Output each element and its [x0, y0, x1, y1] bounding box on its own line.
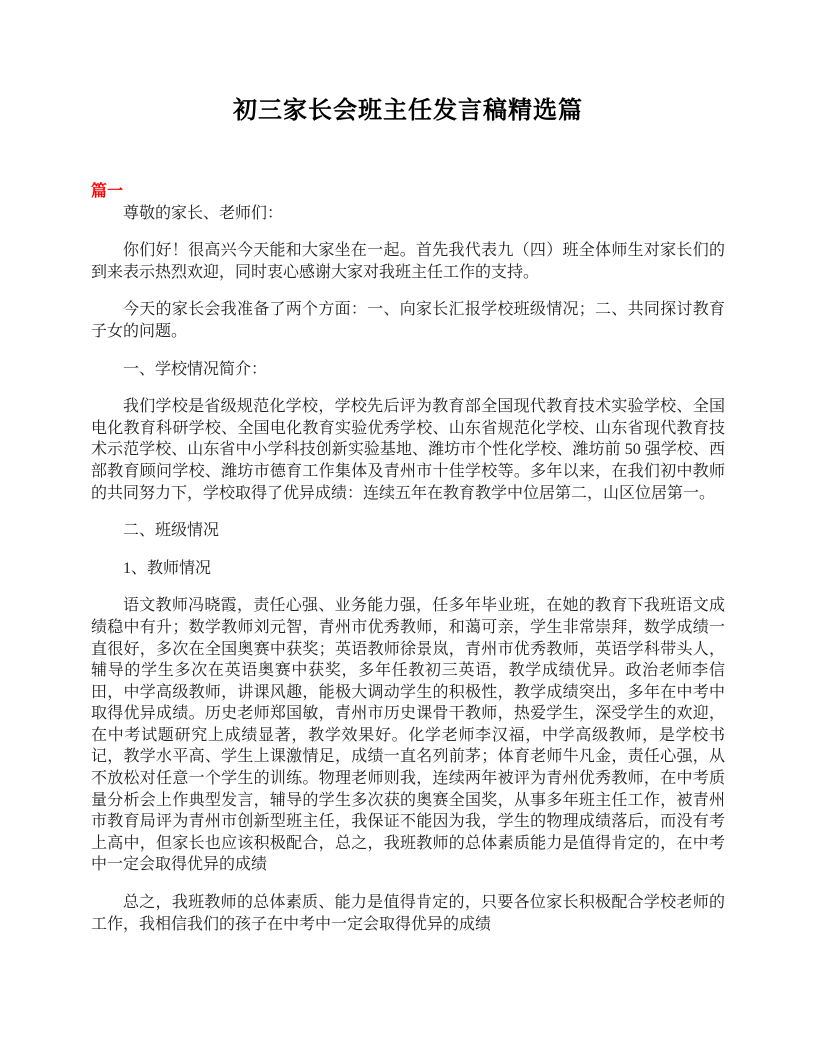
paragraph: 总之，我班教师的总体素质、能力是值得肯定的，只要各位家长积极配合学校老师的工作，我相信我们的孩子在中考中一定会取得优异的成绩 — [91, 894, 725, 933]
paragraph: 今天的家长会我准备了两个方面：一、向家长汇报学校班级情况；二、共同探讨教育子女的问题。 — [91, 301, 725, 340]
paragraph: 二、班级情况 — [123, 522, 220, 540]
paragraphs-container — [91, 203, 725, 936]
section-label: 篇一 — [91, 183, 124, 200]
paragraph: 一、学校情况简介： — [123, 360, 268, 378]
document-title: 初三家长会班主任发言稿精选篇 — [233, 98, 583, 124]
paragraph: 尊敬的家长、老师们： — [123, 204, 284, 222]
paragraph: 你们好！很高兴今天能和大家坐在一起。首先我代表九（四）班全体师生对家长们的到来表示热烈欢迎，同时衷心感谢大家对我班主任工作的支持。 — [91, 242, 725, 281]
paragraph: 语文教师冯晓霞，责任心强、业务能力强，任多年毕业班，在她的教育下我班语文成绩稳中有升；数学教师刘元智，青州市优秀教师，和蔼可亲，学生非常崇拜，数学成绩一直很好，多次在全国奥赛中获奖；英语教师徐景岚，青州市优秀教师，英语学科带头人，辅导的学生多次在英语奥赛中获奖，多年任教初三英语，教学成绩优异。政治老师李信田，中学高级教师，讲课风趣，能极大调动学生的积极性，教学成绩突出，多年在中考中取得优异成绩。历史老师郑国敏，青州市历史课骨干教师，热爱学生，深受学生的欢迎，在中考试题研究上成绩显著，教学效果好。化学老师李汉福，中学高级教师，是学校书记，教学水平高、学生上课激情足，成绩一直名列前茅；体育老师牛凡金，责任心强，从不放松对任意一个学生的训练。物理老师则我，连续两年被评为青州优秀教师，在中考质量分析会上作典型发言，辅导的学生多次获的奥赛全国奖，从事多年班主任工作，被青州市教育局评为青州市创新型班主任，我保证不能因为我，学生的物理成绩落后，而没有考上高中，但家长也应该积极配合，总之，我班教师的总体素质能力是值得肯定的，在中考中一定会取得优异的成绩 — [91, 597, 725, 874]
paragraph: 我们学校是省级规范化学校，学校先后评为教育部全国现代教育技术实验学校、全国电化教育科研学校、全国电化教育实验优秀学校、山东省规范化学校、山东省现代教育技术示范学校、山东省中小学科技创新实验基地、潍坊市个性化学校、潍坊前 50 强学校、西部教育顾问学校、潍坊市德育工作集体及青州市十佳学校等。多年以来，在我们初中教师的共同努力下，学校取得了优异成绩：连续五年在教育教学中位居第二，山区位居第一。 — [91, 398, 725, 502]
paragraph: 1、教师情况 — [123, 559, 212, 577]
